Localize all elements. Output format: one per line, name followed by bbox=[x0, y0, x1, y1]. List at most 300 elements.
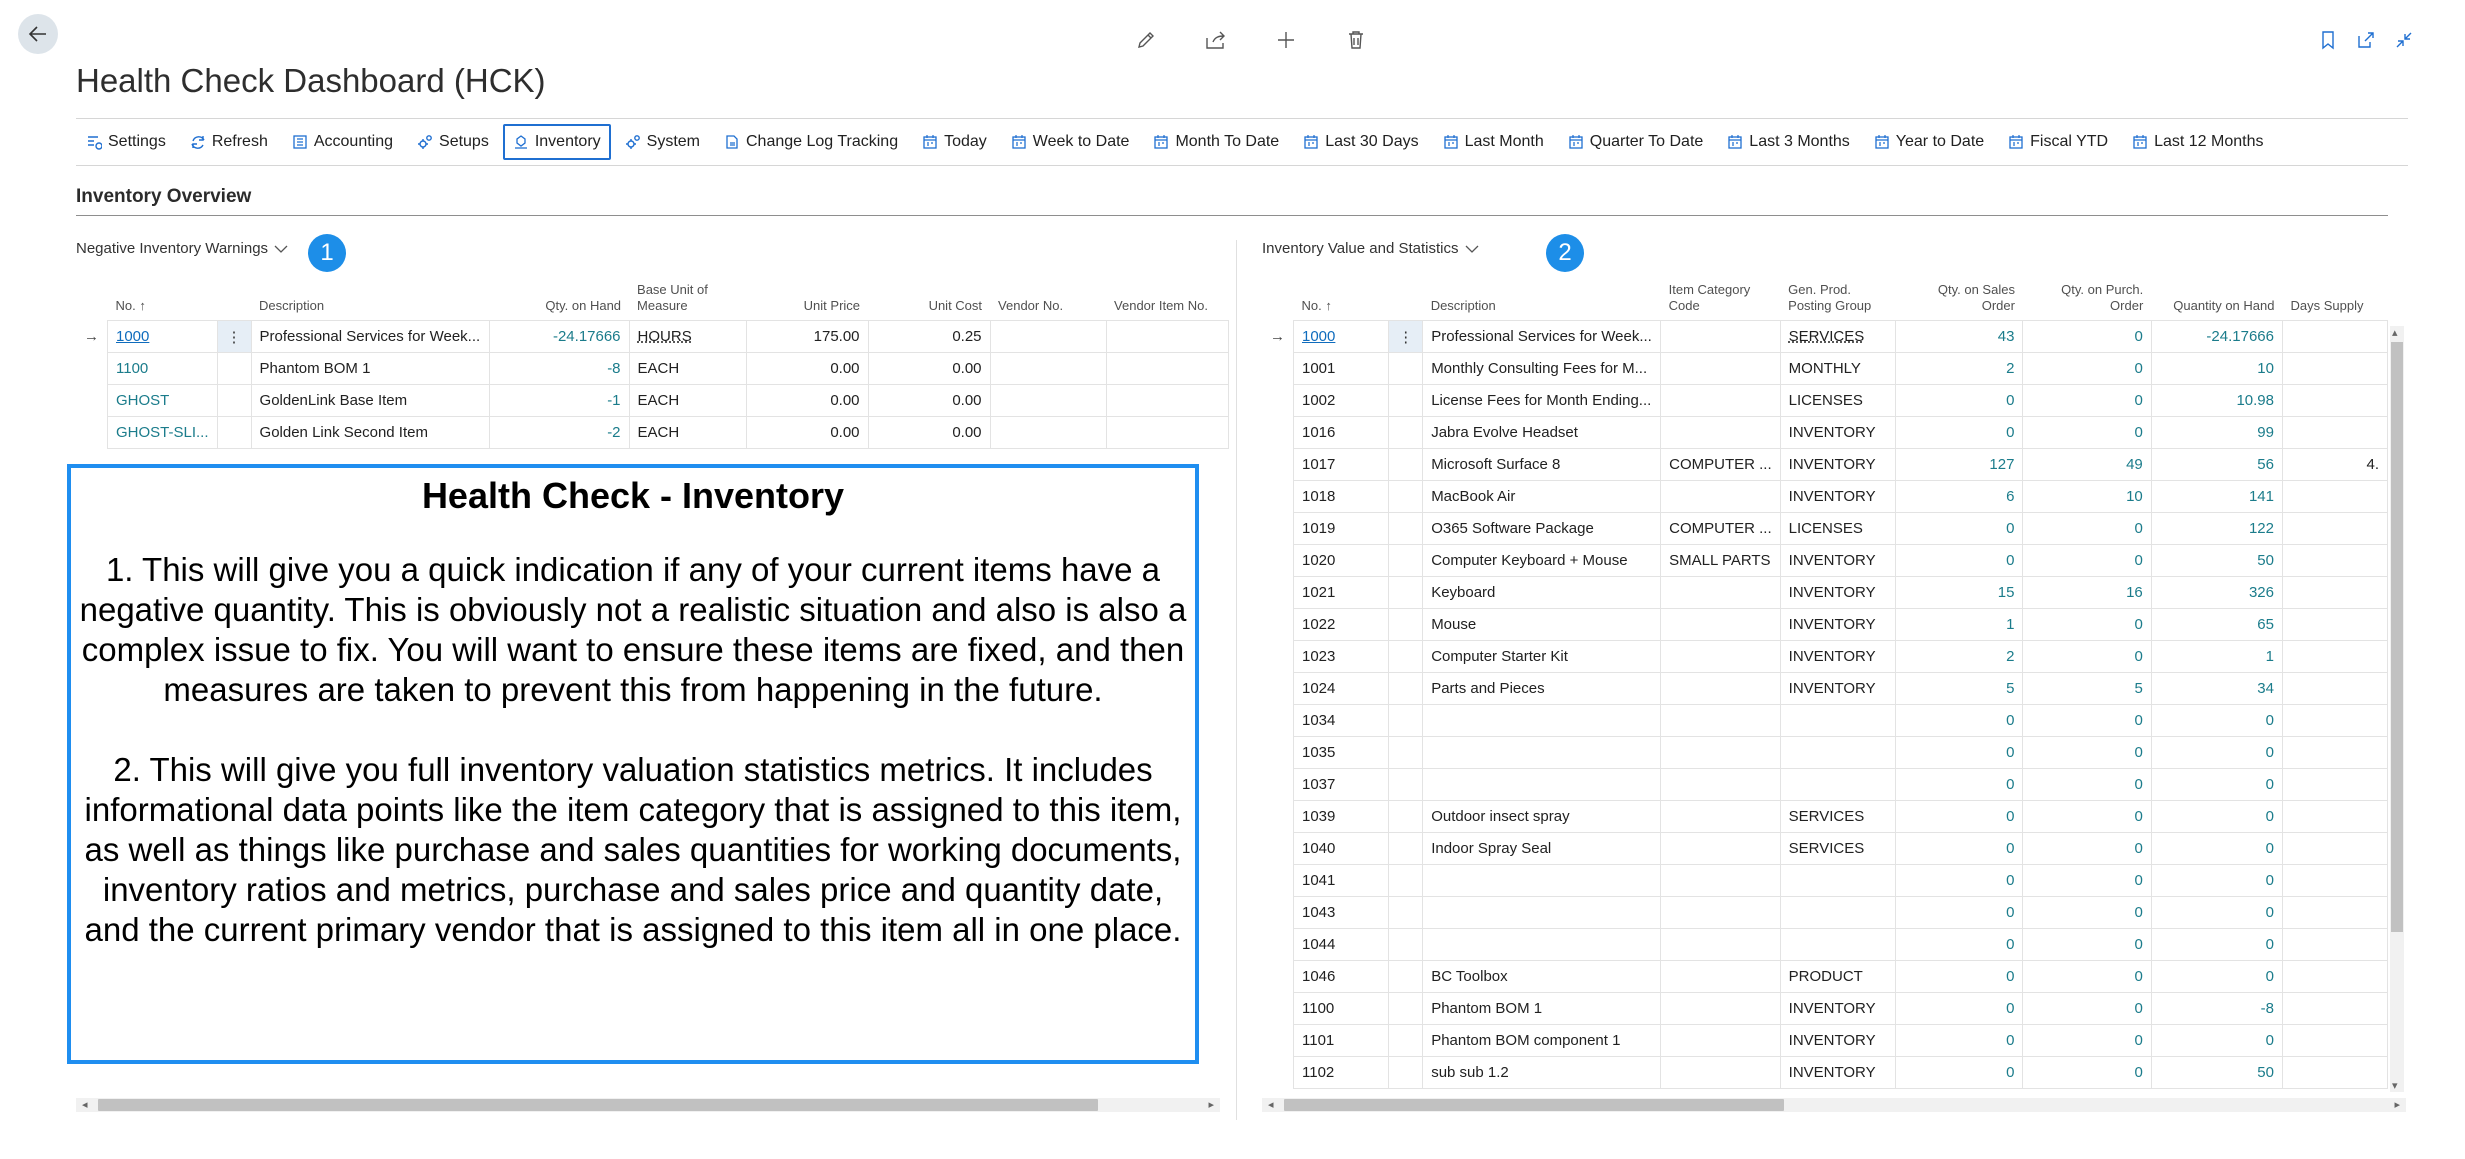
row-actions-cell[interactable] bbox=[1389, 769, 1423, 801]
scroll-left-icon[interactable]: ◂ bbox=[82, 1099, 88, 1111]
item-no-cell[interactable] bbox=[1294, 737, 1389, 769]
row-actions-cell[interactable] bbox=[1389, 609, 1423, 641]
action-week-to-date-button[interactable] bbox=[1001, 124, 1140, 160]
item-no-cell[interactable] bbox=[1294, 321, 1389, 353]
table-row[interactable] bbox=[76, 417, 1228, 449]
quantity-on-hand-cell[interactable] bbox=[2151, 513, 2282, 545]
qty-sales-order-cell[interactable] bbox=[1895, 929, 2023, 961]
row-actions-cell[interactable] bbox=[1389, 481, 1423, 513]
col-header-vendor-no[interactable]: Vendor No. bbox=[998, 298, 1064, 313]
qty-purch-order-cell-text[interactable]: 5 bbox=[2134, 680, 2143, 697]
scrollbar-thumb[interactable] bbox=[98, 1099, 1098, 1111]
action-today-button[interactable] bbox=[912, 124, 997, 160]
row-actions-cell[interactable] bbox=[1389, 673, 1423, 705]
item-no-cell[interactable] bbox=[108, 321, 218, 353]
qty-sales-order-cell-text[interactable]: 0 bbox=[2006, 552, 2015, 569]
quantity-on-hand-cell[interactable] bbox=[2151, 833, 2282, 865]
quantity-on-hand-cell[interactable] bbox=[2151, 961, 2282, 993]
qty-sales-order-cell[interactable] bbox=[1895, 865, 2023, 897]
qty-sales-order-cell-text[interactable]: 0 bbox=[2006, 968, 2015, 985]
qty-sales-order-cell[interactable] bbox=[1895, 897, 2023, 929]
item-no-cell-text[interactable]: 1100 bbox=[116, 360, 149, 377]
item-no-cell-text[interactable]: 1034 bbox=[1302, 712, 1336, 729]
qty-purch-order-cell-text[interactable]: 0 bbox=[2134, 1000, 2143, 1017]
right-horizontal-scrollbar[interactable] bbox=[1262, 1098, 2406, 1112]
quantity-on-hand-cell-text[interactable]: 0 bbox=[2265, 744, 2274, 761]
quantity-on-hand-cell[interactable] bbox=[2151, 481, 2282, 513]
share-button[interactable] bbox=[1198, 22, 1234, 58]
quantity-on-hand-cell[interactable] bbox=[2151, 993, 2282, 1025]
bookmark-button[interactable] bbox=[2310, 22, 2346, 58]
row-actions-cell[interactable] bbox=[1389, 1057, 1423, 1089]
qty-sales-order-cell-text[interactable]: 0 bbox=[2006, 520, 2015, 537]
negative-inventory-part-title[interactable] bbox=[76, 240, 288, 257]
row-actions-cell[interactable] bbox=[217, 417, 251, 449]
qty-sales-order-cell-text[interactable]: 0 bbox=[2006, 936, 2015, 953]
row-actions-cell[interactable] bbox=[1389, 449, 1423, 481]
quantity-on-hand-cell-text[interactable]: 326 bbox=[2248, 584, 2274, 601]
item-no-cell-text[interactable]: GHOST bbox=[116, 392, 170, 409]
qty-on-hand-cell-text[interactable]: -2 bbox=[607, 424, 621, 441]
qty-sales-order-cell-text[interactable]: 0 bbox=[2006, 808, 2015, 825]
quantity-on-hand-cell-text[interactable]: -8 bbox=[2260, 1000, 2274, 1017]
item-no-cell[interactable] bbox=[1294, 705, 1389, 737]
qty-purch-order-cell-text[interactable]: 0 bbox=[2134, 648, 2143, 665]
qty-purch-order-cell-text[interactable]: 0 bbox=[2134, 808, 2143, 825]
item-no-cell[interactable] bbox=[108, 353, 218, 385]
quantity-on-hand-cell-text[interactable]: 0 bbox=[2265, 968, 2274, 985]
row-actions-cell[interactable] bbox=[1389, 353, 1423, 385]
item-no-cell[interactable] bbox=[1294, 865, 1389, 897]
qty-purch-order-cell[interactable] bbox=[2023, 865, 2151, 897]
item-no-cell-text[interactable]: 1022 bbox=[1302, 616, 1336, 633]
qty-purch-order-cell-text[interactable]: 0 bbox=[2134, 712, 2143, 729]
item-no-cell-text[interactable]: 1040 bbox=[1302, 840, 1336, 857]
item-no-cell-text[interactable]: 1041 bbox=[1302, 872, 1336, 889]
qty-sales-order-cell-text[interactable]: 0 bbox=[2006, 840, 2015, 857]
quantity-on-hand-cell[interactable] bbox=[2151, 641, 2282, 673]
qty-sales-order-cell[interactable] bbox=[1895, 833, 2023, 865]
scroll-down-icon[interactable]: ▾ bbox=[2392, 1080, 2398, 1092]
table-row[interactable] bbox=[1262, 1057, 2388, 1089]
item-no-cell[interactable] bbox=[1294, 1057, 1389, 1089]
item-no-cell[interactable] bbox=[1294, 353, 1389, 385]
col-header-no[interactable]: No. ↑ bbox=[1301, 298, 1332, 313]
qty-sales-order-cell[interactable] bbox=[1895, 417, 2023, 449]
qty-sales-order-cell[interactable] bbox=[1895, 801, 2023, 833]
action-refresh-button[interactable] bbox=[180, 124, 278, 160]
qty-sales-order-cell-text[interactable]: 0 bbox=[2006, 712, 2015, 729]
col-header-qty-on-sales-order[interactable]: Qty. on Sales Order bbox=[1937, 282, 2015, 313]
quantity-on-hand-cell[interactable] bbox=[2151, 545, 2282, 577]
action-last-month-button[interactable] bbox=[1433, 124, 1554, 160]
item-no-cell-text[interactable]: 1002 bbox=[1302, 392, 1336, 409]
qty-purch-order-cell-text[interactable]: 0 bbox=[2134, 392, 2143, 409]
row-actions-cell[interactable] bbox=[1389, 929, 1423, 961]
item-no-cell-text[interactable]: 1101 bbox=[1302, 1032, 1335, 1049]
scroll-up-icon[interactable]: ▴ bbox=[2392, 327, 2398, 339]
scrollbar-thumb[interactable] bbox=[2391, 342, 2403, 932]
quantity-on-hand-cell[interactable] bbox=[2151, 417, 2282, 449]
qty-sales-order-cell[interactable] bbox=[1895, 577, 2023, 609]
table-row[interactable] bbox=[1262, 513, 2388, 545]
qty-purch-order-cell[interactable] bbox=[2023, 961, 2151, 993]
qty-sales-order-cell-text[interactable]: 15 bbox=[1997, 584, 2015, 601]
table-row[interactable] bbox=[1262, 641, 2388, 673]
item-no-cell-text[interactable]: 1044 bbox=[1302, 936, 1336, 953]
quantity-on-hand-cell[interactable] bbox=[2151, 801, 2282, 833]
item-no-cell-text[interactable]: 1001 bbox=[1302, 360, 1336, 377]
qty-purch-order-cell[interactable] bbox=[2023, 641, 2151, 673]
table-row[interactable] bbox=[1262, 353, 2388, 385]
qty-sales-order-cell-text[interactable]: 2 bbox=[2006, 648, 2015, 665]
row-actions-cell[interactable] bbox=[1389, 417, 1423, 449]
qty-sales-order-cell-text[interactable]: 0 bbox=[2006, 744, 2015, 761]
quantity-on-hand-cell-text[interactable]: 0 bbox=[2265, 1032, 2274, 1049]
item-no-cell[interactable] bbox=[1294, 1025, 1389, 1057]
qty-sales-order-cell-text[interactable]: 0 bbox=[2006, 1000, 2015, 1017]
qty-sales-order-cell-text[interactable]: 0 bbox=[2006, 392, 2015, 409]
quantity-on-hand-cell[interactable] bbox=[2151, 897, 2282, 929]
item-no-cell[interactable] bbox=[108, 417, 218, 449]
col-header-description[interactable]: Description bbox=[1430, 298, 1496, 313]
qty-purch-order-cell-text[interactable]: 0 bbox=[2134, 424, 2143, 441]
quantity-on-hand-cell[interactable] bbox=[2151, 705, 2282, 737]
action-year-to-date-button[interactable] bbox=[1864, 124, 1994, 160]
qty-purch-order-cell-text[interactable]: 0 bbox=[2134, 872, 2143, 889]
action-quarter-to-date-button[interactable] bbox=[1558, 124, 1714, 160]
item-no-cell-text[interactable]: 1021 bbox=[1302, 584, 1336, 601]
table-row[interactable] bbox=[1262, 897, 2388, 929]
qty-sales-order-cell[interactable] bbox=[1895, 673, 2023, 705]
row-actions-cell[interactable] bbox=[217, 385, 251, 417]
quantity-on-hand-cell-text[interactable]: 0 bbox=[2265, 808, 2274, 825]
qty-purch-order-cell-text[interactable]: 0 bbox=[2134, 936, 2143, 953]
action-setups-button[interactable] bbox=[407, 124, 499, 160]
quantity-on-hand-cell[interactable] bbox=[2151, 385, 2282, 417]
table-row[interactable] bbox=[1262, 577, 2388, 609]
qty-purch-order-cell-text[interactable]: 0 bbox=[2134, 1032, 2143, 1049]
back-button[interactable] bbox=[18, 14, 58, 54]
item-no-cell[interactable] bbox=[1294, 833, 1389, 865]
action-fiscal-ytd-button[interactable] bbox=[1998, 124, 2118, 160]
quantity-on-hand-cell[interactable] bbox=[2151, 449, 2282, 481]
qty-purch-order-cell[interactable] bbox=[2023, 577, 2151, 609]
row-actions-cell[interactable] bbox=[1389, 1025, 1423, 1057]
item-no-cell-text[interactable]: 1100 bbox=[1302, 1000, 1335, 1017]
row-actions-cell[interactable] bbox=[1389, 801, 1423, 833]
table-row[interactable] bbox=[1262, 417, 2388, 449]
qty-sales-order-cell-text[interactable]: 0 bbox=[2006, 424, 2015, 441]
row-actions-cell[interactable] bbox=[1389, 865, 1423, 897]
item-no-cell-text[interactable]: 1035 bbox=[1302, 744, 1336, 761]
row-actions-cell[interactable] bbox=[217, 353, 251, 385]
item-no-cell-text[interactable]: 1043 bbox=[1302, 904, 1336, 921]
qty-sales-order-cell[interactable] bbox=[1895, 545, 2023, 577]
action-last-12-months-button[interactable] bbox=[2122, 124, 2273, 160]
table-row[interactable] bbox=[1262, 833, 2388, 865]
qty-purch-order-cell[interactable] bbox=[2023, 1057, 2151, 1089]
table-row[interactable] bbox=[76, 321, 1228, 353]
item-no-cell-text[interactable]: 1039 bbox=[1302, 808, 1336, 825]
quantity-on-hand-cell-text[interactable]: 10 bbox=[2257, 360, 2274, 377]
qty-sales-order-cell[interactable] bbox=[1895, 353, 2023, 385]
qty-purch-order-cell-text[interactable]: 0 bbox=[2134, 744, 2143, 761]
qty-on-hand-cell[interactable] bbox=[489, 353, 629, 385]
qty-sales-order-cell[interactable] bbox=[1895, 737, 2023, 769]
col-header-quantity-on-hand[interactable]: Quantity on Hand bbox=[2173, 298, 2275, 313]
action-accounting-button[interactable] bbox=[282, 124, 403, 160]
item-no-cell-text[interactable]: 1016 bbox=[1302, 424, 1336, 441]
item-no-cell[interactable] bbox=[1294, 577, 1389, 609]
item-no-cell[interactable] bbox=[1294, 897, 1389, 929]
qty-on-hand-cell[interactable] bbox=[489, 321, 629, 353]
action-inventory-button[interactable] bbox=[503, 124, 611, 160]
item-no-cell-text[interactable]: 1037 bbox=[1302, 776, 1336, 793]
table-row[interactable] bbox=[1262, 321, 2388, 353]
quantity-on-hand-cell[interactable] bbox=[2151, 577, 2282, 609]
qty-sales-order-cell[interactable] bbox=[1895, 705, 2023, 737]
col-header-unit-price[interactable]: Unit Price bbox=[803, 298, 861, 313]
qty-sales-order-cell-text[interactable]: 2 bbox=[2006, 360, 2015, 377]
quantity-on-hand-cell[interactable] bbox=[2151, 865, 2282, 897]
quantity-on-hand-cell[interactable] bbox=[2151, 1057, 2282, 1089]
table-row[interactable] bbox=[1262, 737, 2388, 769]
table-row[interactable] bbox=[1262, 865, 2388, 897]
qty-on-hand-cell-text[interactable]: -1 bbox=[607, 392, 621, 409]
qty-sales-order-cell-text[interactable]: 1 bbox=[2006, 616, 2015, 633]
qty-sales-order-cell-text[interactable]: 5 bbox=[2006, 680, 2015, 697]
item-no-cell[interactable] bbox=[1294, 673, 1389, 705]
delete-button[interactable] bbox=[1338, 22, 1374, 58]
quantity-on-hand-cell-text[interactable]: 0 bbox=[2265, 840, 2274, 857]
quantity-on-hand-cell[interactable] bbox=[2151, 353, 2282, 385]
item-no-cell-text[interactable]: 1046 bbox=[1302, 968, 1336, 985]
quantity-on-hand-cell[interactable] bbox=[2151, 769, 2282, 801]
qty-purch-order-cell-text[interactable]: 0 bbox=[2134, 776, 2143, 793]
item-no-cell[interactable] bbox=[1294, 961, 1389, 993]
col-header-qty-on-hand[interactable]: Qty. on Hand bbox=[545, 298, 622, 313]
qty-sales-order-cell[interactable] bbox=[1895, 993, 2023, 1025]
item-no-cell[interactable] bbox=[1294, 609, 1389, 641]
table-row[interactable] bbox=[1262, 545, 2388, 577]
quantity-on-hand-cell[interactable] bbox=[2151, 929, 2282, 961]
row-actions-cell[interactable] bbox=[1389, 577, 1423, 609]
row-actions-cell[interactable] bbox=[1389, 513, 1423, 545]
action-last-30-days-button[interactable] bbox=[1293, 124, 1428, 160]
qty-purch-order-cell[interactable] bbox=[2023, 833, 2151, 865]
col-header-vendor-item-no[interactable]: Vendor Item No. bbox=[1114, 298, 1208, 313]
table-row[interactable] bbox=[1262, 929, 2388, 961]
table-row[interactable] bbox=[1262, 449, 2388, 481]
item-no-cell-text[interactable]: 1017 bbox=[1302, 456, 1336, 473]
table-row[interactable] bbox=[76, 353, 1228, 385]
action-change-log-tracking-button[interactable] bbox=[714, 124, 908, 160]
qty-purch-order-cell[interactable] bbox=[2023, 705, 2151, 737]
scroll-left-icon[interactable]: ◂ bbox=[1268, 1099, 1274, 1111]
open-new-window-button[interactable] bbox=[2348, 22, 2384, 58]
qty-purch-order-cell-text[interactable]: 0 bbox=[2134, 840, 2143, 857]
item-no-cell[interactable] bbox=[1294, 993, 1389, 1025]
item-no-cell[interactable] bbox=[1294, 513, 1389, 545]
qty-purch-order-cell-text[interactable]: 0 bbox=[2134, 1064, 2143, 1081]
item-no-cell-text[interactable]: 1000 bbox=[116, 328, 150, 345]
qty-purch-order-cell[interactable] bbox=[2023, 353, 2151, 385]
item-no-cell-text[interactable]: GHOST-SLI... bbox=[116, 424, 209, 441]
more-options-icon[interactable]: ⋮ bbox=[226, 328, 242, 346]
table-row[interactable] bbox=[1262, 385, 2388, 417]
quantity-on-hand-cell[interactable] bbox=[2151, 609, 2282, 641]
quantity-on-hand-cell-text[interactable]: 99 bbox=[2257, 424, 2274, 441]
qty-purch-order-cell[interactable] bbox=[2023, 673, 2151, 705]
qty-sales-order-cell-text[interactable]: 43 bbox=[1997, 328, 2015, 345]
qty-sales-order-cell[interactable] bbox=[1895, 321, 2023, 353]
scrollbar-thumb[interactable] bbox=[1284, 1099, 1784, 1111]
edit-button[interactable] bbox=[1128, 22, 1164, 58]
table-row[interactable] bbox=[1262, 673, 2388, 705]
qty-purch-order-cell[interactable] bbox=[2023, 545, 2151, 577]
qty-purch-order-cell-text[interactable]: 0 bbox=[2134, 328, 2143, 345]
quantity-on-hand-cell-text[interactable]: 0 bbox=[2265, 936, 2274, 953]
item-no-cell[interactable] bbox=[1294, 545, 1389, 577]
item-no-cell[interactable] bbox=[1294, 417, 1389, 449]
qty-sales-order-cell[interactable] bbox=[1895, 961, 2023, 993]
quantity-on-hand-cell-text[interactable]: 0 bbox=[2265, 776, 2274, 793]
quantity-on-hand-cell-text[interactable]: 0 bbox=[2265, 872, 2274, 889]
action-last-3-months-button[interactable] bbox=[1717, 124, 1860, 160]
action-system-button[interactable] bbox=[615, 124, 710, 160]
qty-purch-order-cell-text[interactable]: 0 bbox=[2134, 360, 2143, 377]
quantity-on-hand-cell-text[interactable]: 10.98 bbox=[2236, 392, 2274, 409]
item-no-cell[interactable] bbox=[1294, 801, 1389, 833]
row-actions-cell[interactable] bbox=[1389, 385, 1423, 417]
qty-purch-order-cell-text[interactable]: 0 bbox=[2134, 520, 2143, 537]
row-actions-cell[interactable] bbox=[1389, 321, 1423, 353]
quantity-on-hand-cell[interactable] bbox=[2151, 673, 2282, 705]
quantity-on-hand-cell-text[interactable]: 56 bbox=[2257, 456, 2274, 473]
table-row[interactable] bbox=[1262, 705, 2388, 737]
qty-purch-order-cell[interactable] bbox=[2023, 897, 2151, 929]
quantity-on-hand-cell-text[interactable]: 1 bbox=[2265, 648, 2274, 665]
action-settings-button[interactable] bbox=[76, 124, 176, 160]
quantity-on-hand-cell-text[interactable]: -24.17666 bbox=[2206, 328, 2274, 345]
qty-purch-order-cell[interactable] bbox=[2023, 609, 2151, 641]
qty-purch-order-cell[interactable] bbox=[2023, 321, 2151, 353]
row-actions-cell[interactable] bbox=[1389, 833, 1423, 865]
item-no-cell[interactable] bbox=[1294, 769, 1389, 801]
qty-purch-order-cell-text[interactable]: 49 bbox=[2126, 456, 2143, 473]
item-no-cell[interactable] bbox=[108, 385, 218, 417]
qty-purch-order-cell-text[interactable]: 0 bbox=[2134, 552, 2143, 569]
qty-sales-order-cell[interactable] bbox=[1895, 481, 2023, 513]
quantity-on-hand-cell[interactable] bbox=[2151, 1025, 2282, 1057]
quantity-on-hand-cell-text[interactable]: 122 bbox=[2248, 520, 2274, 537]
quantity-on-hand-cell-text[interactable]: 0 bbox=[2265, 712, 2274, 729]
scroll-right-icon[interactable]: ▸ bbox=[2394, 1099, 2400, 1111]
qty-sales-order-cell[interactable] bbox=[1895, 513, 2023, 545]
item-no-cell[interactable] bbox=[1294, 929, 1389, 961]
qty-purch-order-cell[interactable] bbox=[2023, 737, 2151, 769]
item-no-cell-text[interactable]: 1024 bbox=[1302, 680, 1336, 697]
item-no-cell-text[interactable]: 1020 bbox=[1302, 552, 1336, 569]
quantity-on-hand-cell[interactable] bbox=[2151, 737, 2282, 769]
qty-sales-order-cell[interactable] bbox=[1895, 385, 2023, 417]
quantity-on-hand-cell-text[interactable]: 50 bbox=[2257, 552, 2274, 569]
row-actions-cell[interactable] bbox=[1389, 993, 1423, 1025]
action-month-to-date-button[interactable] bbox=[1143, 124, 1289, 160]
new-button[interactable] bbox=[1268, 22, 1304, 58]
qty-purch-order-cell[interactable] bbox=[2023, 417, 2151, 449]
qty-purch-order-cell-text[interactable]: 0 bbox=[2134, 968, 2143, 985]
item-no-cell[interactable] bbox=[1294, 385, 1389, 417]
row-actions-cell[interactable] bbox=[1389, 737, 1423, 769]
qty-sales-order-cell-text[interactable]: 0 bbox=[2006, 904, 2015, 921]
col-header-qty-on-purch-order[interactable]: Qty. on Purch. Order bbox=[2061, 282, 2144, 313]
collapse-button[interactable] bbox=[2386, 22, 2422, 58]
qty-on-hand-cell-text[interactable]: -8 bbox=[607, 360, 621, 377]
qty-sales-order-cell-text[interactable]: 0 bbox=[2006, 872, 2015, 889]
qty-sales-order-cell[interactable] bbox=[1895, 641, 2023, 673]
qty-sales-order-cell-text[interactable]: 6 bbox=[2006, 488, 2015, 505]
qty-sales-order-cell-text[interactable]: 0 bbox=[2006, 1032, 2015, 1049]
qty-purch-order-cell-text[interactable]: 0 bbox=[2134, 904, 2143, 921]
col-header-item-category[interactable]: Item Category Code bbox=[1668, 282, 1751, 313]
qty-sales-order-cell[interactable] bbox=[1895, 609, 2023, 641]
right-vertical-scrollbar[interactable] bbox=[2390, 326, 2404, 1092]
table-row[interactable] bbox=[1262, 481, 2388, 513]
qty-purch-order-cell[interactable] bbox=[2023, 801, 2151, 833]
item-no-cell-text[interactable]: 1018 bbox=[1302, 488, 1336, 505]
qty-on-hand-cell-text[interactable]: -24.17666 bbox=[552, 328, 621, 345]
qty-purch-order-cell[interactable] bbox=[2023, 929, 2151, 961]
row-actions-cell[interactable] bbox=[217, 321, 251, 353]
more-options-icon[interactable]: ⋮ bbox=[1398, 328, 1414, 346]
table-row[interactable] bbox=[1262, 1025, 2388, 1057]
qty-sales-order-cell[interactable] bbox=[1895, 1057, 2023, 1089]
item-no-cell-text[interactable]: 1019 bbox=[1302, 520, 1336, 537]
left-horizontal-scrollbar[interactable] bbox=[76, 1098, 1220, 1112]
qty-purch-order-cell[interactable] bbox=[2023, 769, 2151, 801]
row-actions-cell[interactable] bbox=[1389, 961, 1423, 993]
scroll-right-icon[interactable]: ▸ bbox=[1208, 1099, 1214, 1111]
quantity-on-hand-cell-text[interactable]: 65 bbox=[2257, 616, 2274, 633]
qty-sales-order-cell[interactable] bbox=[1895, 449, 2023, 481]
quantity-on-hand-cell-text[interactable]: 141 bbox=[2248, 488, 2274, 505]
qty-purch-order-cell-text[interactable]: 16 bbox=[2126, 584, 2143, 601]
col-header-gen-prod-posting-group[interactable]: Gen. Prod. Posting Group bbox=[1788, 282, 1872, 313]
qty-on-hand-cell[interactable] bbox=[489, 417, 629, 449]
item-no-cell[interactable] bbox=[1294, 481, 1389, 513]
qty-purch-order-cell-text[interactable]: 10 bbox=[2126, 488, 2143, 505]
row-actions-cell[interactable] bbox=[1389, 897, 1423, 929]
row-actions-cell[interactable] bbox=[1389, 705, 1423, 737]
table-row[interactable] bbox=[1262, 961, 2388, 993]
col-header-days-supply[interactable]: Days Supply bbox=[2290, 298, 2364, 313]
inventory-statistics-part-title[interactable] bbox=[1262, 240, 1479, 257]
qty-purch-order-cell[interactable] bbox=[2023, 481, 2151, 513]
quantity-on-hand-cell[interactable] bbox=[2151, 321, 2282, 353]
col-header-base-uom[interactable]: Base Unit of Measure bbox=[637, 282, 708, 313]
qty-purch-order-cell-text[interactable]: 0 bbox=[2134, 616, 2143, 633]
qty-purch-order-cell[interactable] bbox=[2023, 513, 2151, 545]
qty-sales-order-cell[interactable] bbox=[1895, 769, 2023, 801]
qty-purch-order-cell[interactable] bbox=[2023, 449, 2151, 481]
quantity-on-hand-cell-text[interactable]: 50 bbox=[2257, 1064, 2274, 1081]
item-no-cell-text[interactable]: 1000 bbox=[1302, 328, 1336, 345]
row-actions-cell[interactable] bbox=[1389, 641, 1423, 673]
table-row[interactable] bbox=[1262, 609, 2388, 641]
item-no-cell-text[interactable]: 1023 bbox=[1302, 648, 1336, 665]
